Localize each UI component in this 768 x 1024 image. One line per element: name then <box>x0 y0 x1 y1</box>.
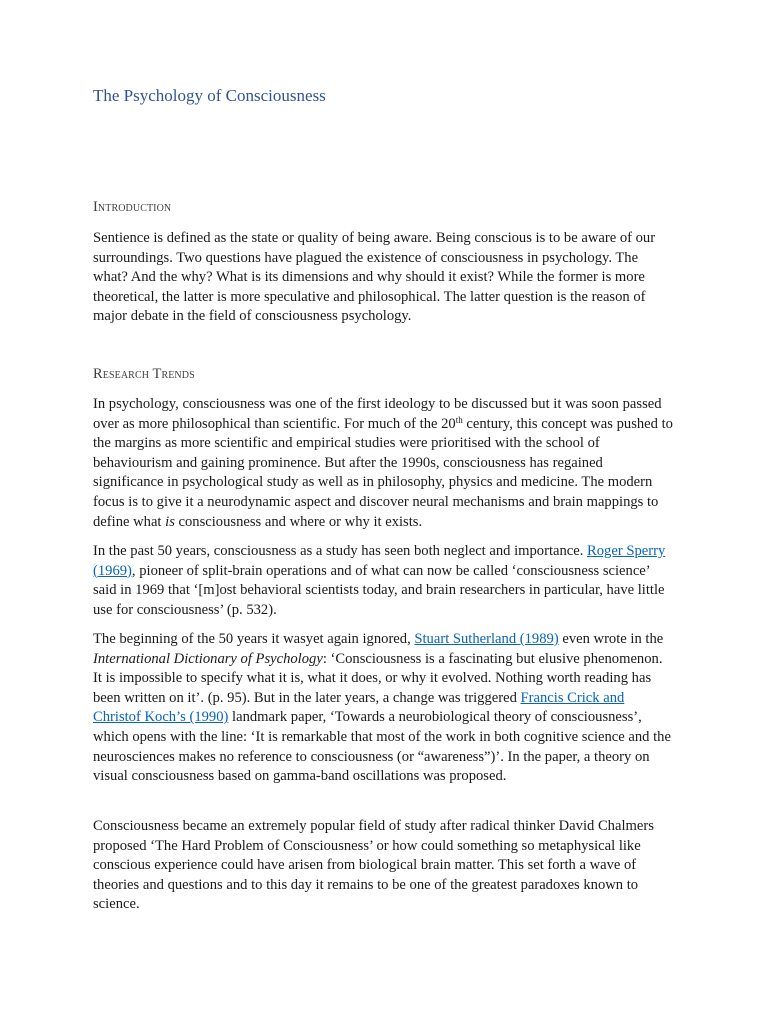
text-run: In psychology, consciousness was one of the first ideology to be discussed but it was soon passed over as more philosophical than scientific. For much of the 20 <box>93 396 662 432</box>
text-run: The beginning of the 50 years it wasyet again ignored, <box>93 631 415 647</box>
emphasis-text: is <box>165 513 175 530</box>
text-run: century, this concept was pushed to the margins as more scientific and empirical studies were prioritised with the school of behaviourism and gaining prominence. But after the 1990s, consciousness has regained significance in psychological study as well as in philosophy, physics and medicine. The modern focus is to give it a neurodynamic aspect and discover neural mechanisms and brain mappings to define what <box>93 415 673 530</box>
citation-link-sutherland[interactable]: Stuart Sutherland (1989) <box>414 631 559 647</box>
text-run: consciousness and where or why it exists. <box>174 513 423 530</box>
text-run: even wrote in the <box>558 631 664 647</box>
introduction-heading: Introduction <box>93 199 172 215</box>
emphasis-text: International Dictionary of Psychology <box>93 650 323 667</box>
superscript-ordinal: th <box>455 414 463 425</box>
research-trends-heading: Research Trends <box>93 366 195 382</box>
text-run: : ‘Consciousness is a fascinating but elusive phenomenon. It is impossible to specify what it is, what it does, or why it evolved. Nothing worth reading has been written on it’. (p. 95). But in the later years, a change was triggered <box>93 650 663 706</box>
research-trends-paragraph-2 <box>93 542 675 620</box>
research-trends-paragraph-1 <box>93 395 675 532</box>
research-trends-paragraph-4: Consciousness became an extremely popular field of study after radical thinker David Chalmers proposed ‘The Hard Problem of Consciousness’ or how could something so metaphysical like conscious experience could have arisen from biological brain matter. This set forth a wave of theories and questions and to this day it remains to be one of the greatest paradoxes known to science. <box>93 818 654 913</box>
citation-link-sperry[interactable]: Roger Sperry (1969) <box>93 543 666 579</box>
text-run: In the past 50 years, consciousness as a study has seen both neglect and importance. <box>93 543 588 559</box>
citation-link-crick-koch[interactable]: Francis Crick and Christof Koch’s (1990) <box>93 689 625 726</box>
research-trends-paragraph-3 <box>93 630 675 787</box>
text-run: landmark paper, ‘Towards a neurobiological theory of consciousness’, which opens with the line: ‘It is remarkable that most of the work in both cognitive science and the neurosciences makes no reference to consciousness (or “awareness”)’. In the paper, a theory on visual consciousness based on gamma-band oscillations was proposed. <box>93 709 671 785</box>
introduction-paragraph: Sentience is defined as the state or quality of being aware. Being conscious is to be aware of our surroundings. Two questions have plagued the existence of consciousness in psychology. The what? And the why? What is its dimensions and why should it exist? While the former is more theoretical, the latter is more speculative and philosophical. The latter question is the reason of major debate in the field of consciousness psychology. <box>93 230 656 325</box>
document-title: The Psychology of Consciousness <box>93 86 326 105</box>
text-run: , pioneer of split-brain operations and of what can now be called ‘consciousness science’ said in 1969 that ‘[m]ost behavioral scientists today, and brain researchers in particular, have little use for consciousness’ (p. 532). <box>93 562 665 618</box>
